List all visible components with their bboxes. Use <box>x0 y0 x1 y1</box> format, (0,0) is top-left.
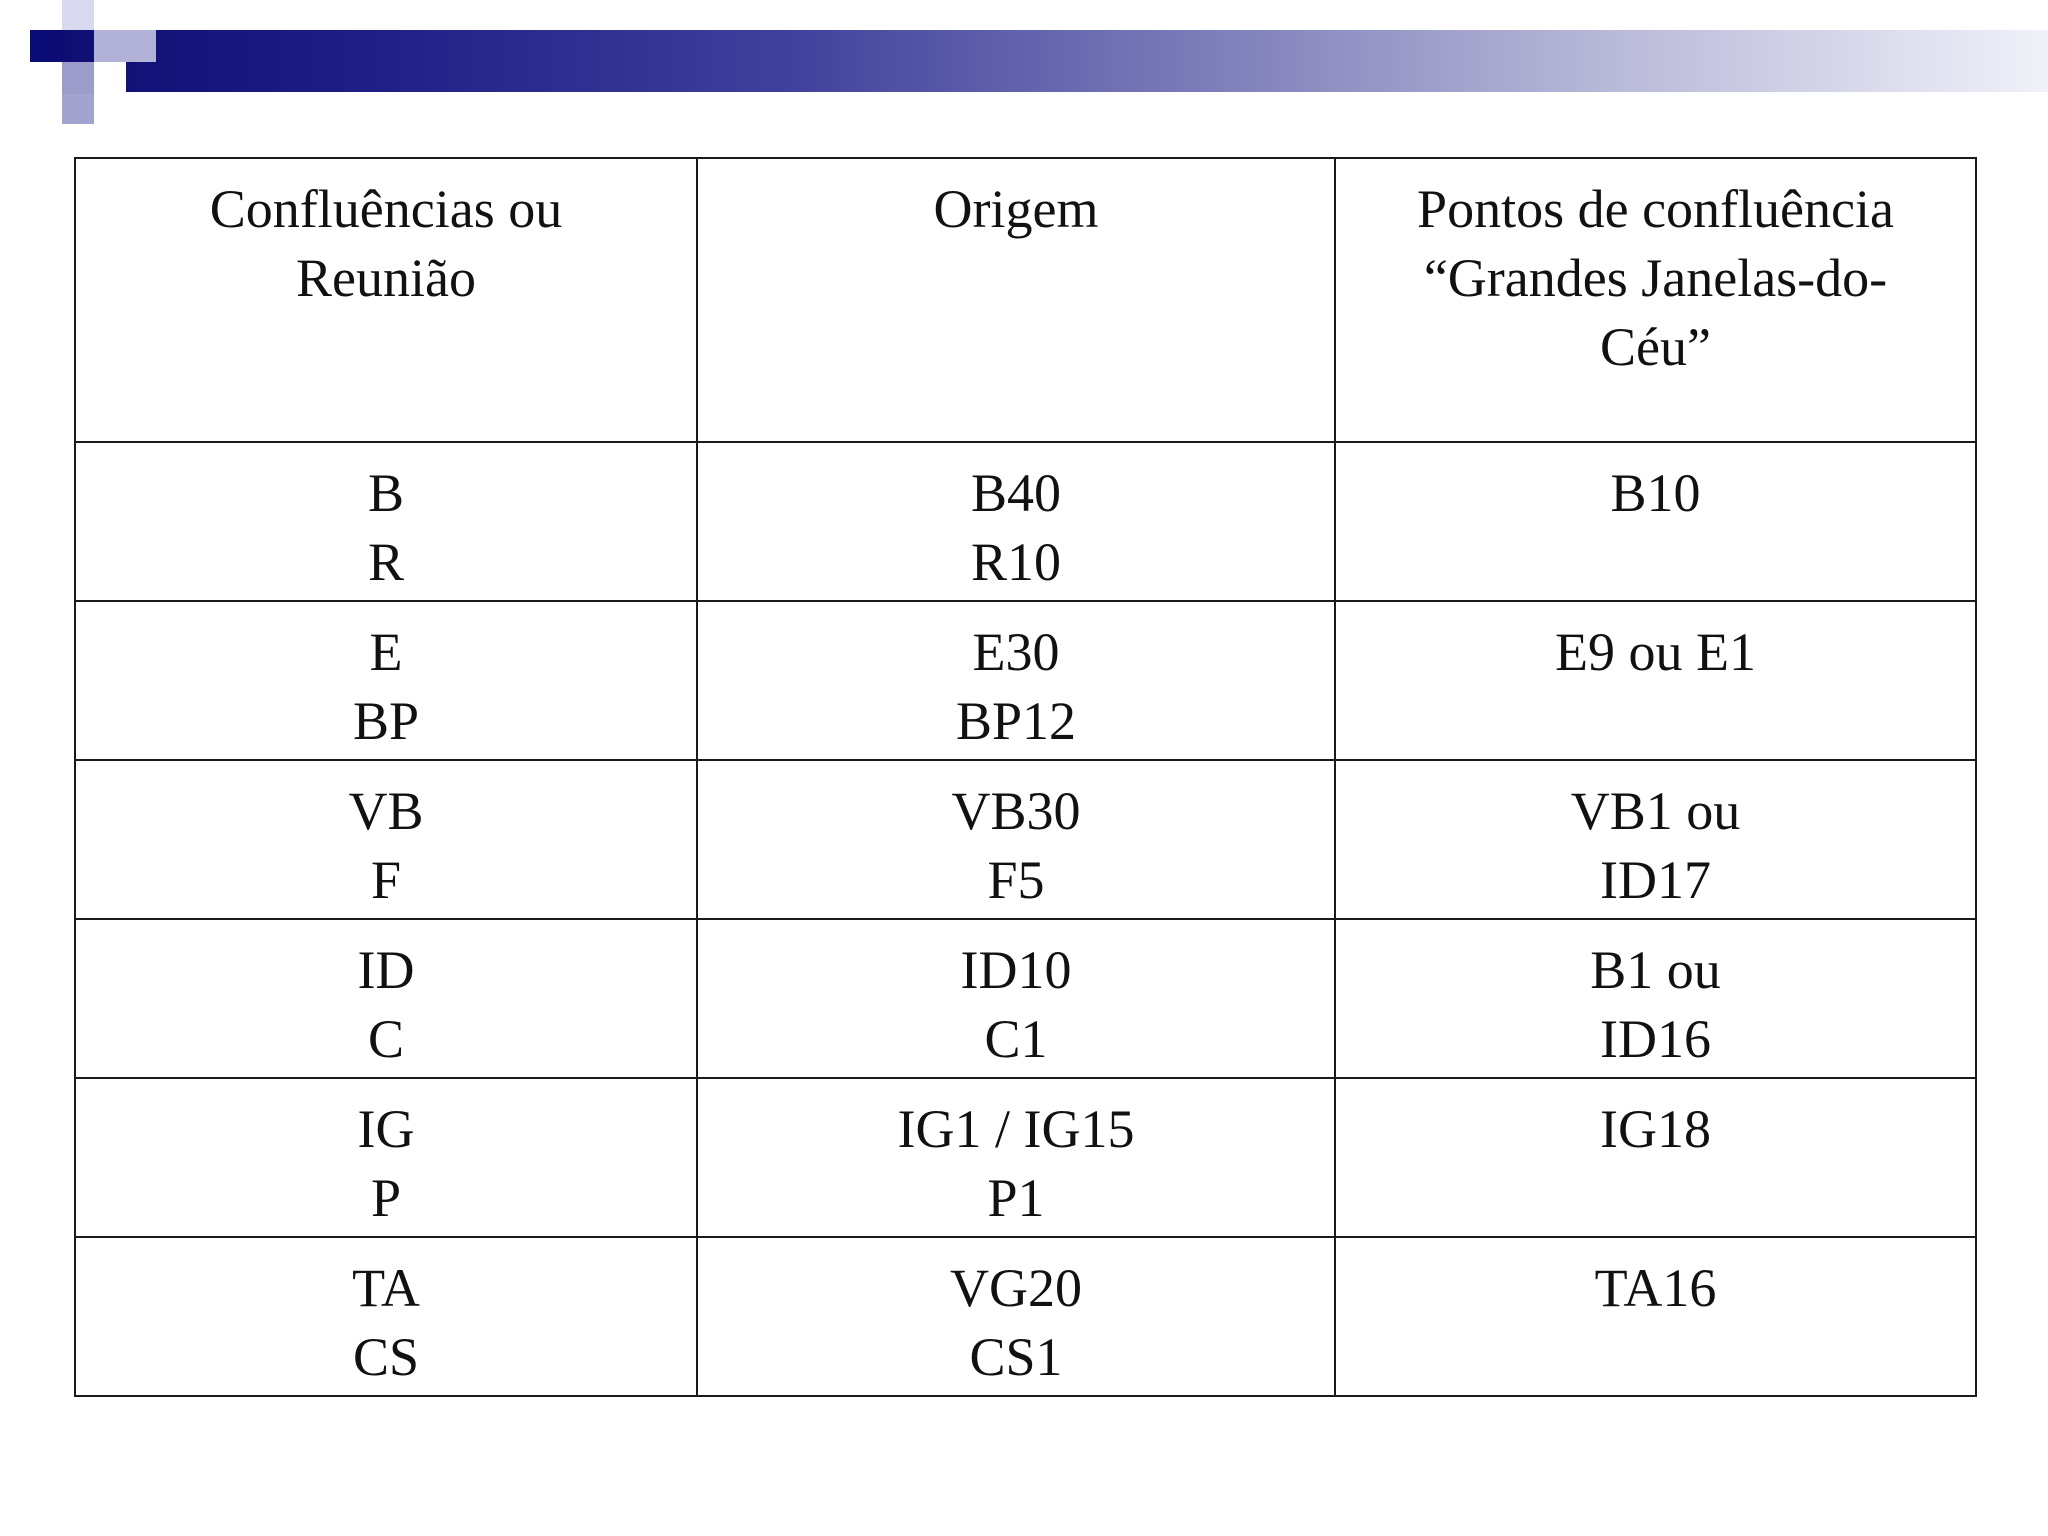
decorative-square <box>62 0 94 30</box>
table-row <box>75 601 1976 760</box>
decorative-square <box>62 94 94 124</box>
header-cell-pontos: Pontos de confluência “Grandes Janelas-do- Céu” <box>1335 158 1976 442</box>
decorative-square <box>30 30 62 62</box>
table-cell: E30 BP12 <box>697 601 1335 760</box>
table-row <box>75 1078 1976 1237</box>
decorative-square <box>62 62 94 94</box>
table-row <box>75 1237 1976 1396</box>
table-header-row <box>75 158 1976 442</box>
table-cell: E BP <box>75 601 697 760</box>
header-cell-origem: Origem <box>697 158 1335 442</box>
table-cell: B R <box>75 442 697 601</box>
confluence-table <box>74 157 1977 1397</box>
table-cell: E9 ou E1 <box>1335 601 1976 760</box>
table-cell: VB1 ou ID17 <box>1335 760 1976 919</box>
table-row <box>75 442 1976 601</box>
table-row <box>75 919 1976 1078</box>
table-cell: IG P <box>75 1078 697 1237</box>
decorative-square <box>94 62 126 94</box>
table-cell: TA16 <box>1335 1237 1976 1396</box>
table-cell: B1 ou ID16 <box>1335 919 1976 1078</box>
table-cell: ID10 C1 <box>697 919 1335 1078</box>
table-cell: B40 R10 <box>697 442 1335 601</box>
header-cell-confluencias: Confluências ou Reunião <box>75 158 697 442</box>
title-gradient-band <box>0 30 2048 92</box>
table-cell: VG20 CS1 <box>697 1237 1335 1396</box>
table-cell: IG18 <box>1335 1078 1976 1237</box>
table-cell: VB F <box>75 760 697 919</box>
table-cell: ID C <box>75 919 697 1078</box>
decorative-square <box>94 0 156 30</box>
table-cell: IG1 / IG15 P1 <box>697 1078 1335 1237</box>
table-row <box>75 760 1976 919</box>
table-cell: B10 <box>1335 442 1976 601</box>
table-cell: VB30 F5 <box>697 760 1335 919</box>
decorative-square <box>0 62 62 124</box>
table-cell: TA CS <box>75 1237 697 1396</box>
decorative-square <box>94 30 156 62</box>
